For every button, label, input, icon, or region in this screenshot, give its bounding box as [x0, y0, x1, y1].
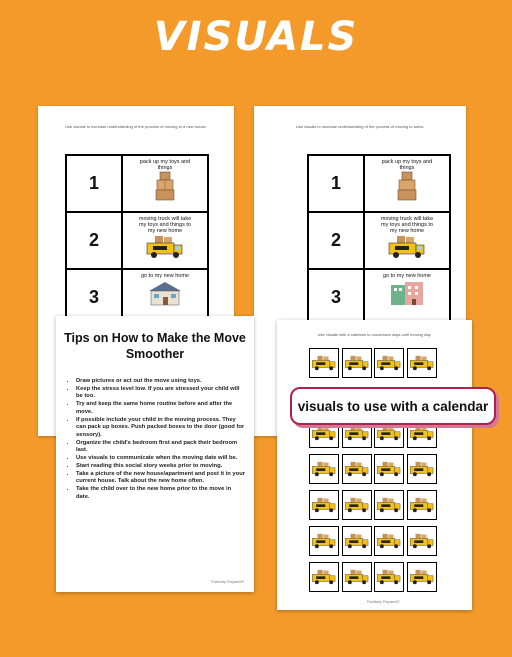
- moving-truck-icon: [342, 454, 372, 484]
- calendar-row: [309, 454, 437, 484]
- calendar-row: [309, 348, 437, 378]
- step-cell: [365, 270, 449, 325]
- tips-title: Tips on How to Make the Move Smoother: [64, 331, 246, 361]
- tips-page: [56, 316, 254, 592]
- step-number: 2: [67, 213, 123, 268]
- moving-truck-icon: [309, 490, 339, 520]
- step-text: moving truck will take my toys and things to my new home: [138, 216, 192, 234]
- moving-truck-icon: [374, 454, 404, 484]
- moving-truck-icon: [342, 526, 372, 556]
- moving-truck-icon: [374, 526, 404, 556]
- step-number: 3: [309, 270, 365, 325]
- step-text: pack up my toys and things: [381, 159, 433, 171]
- step-number: 1: [67, 156, 123, 211]
- calendar-row: [309, 490, 437, 520]
- moving-truck-icon: [374, 490, 404, 520]
- moving-truck-icon: [407, 454, 437, 484]
- moving-truck-icon: [309, 526, 339, 556]
- apartment-icon: [387, 279, 427, 307]
- step-number: 1: [309, 156, 365, 211]
- moving-truck-icon: [309, 562, 339, 592]
- moving-truck-icon: [309, 454, 339, 484]
- step-cell: [365, 213, 449, 268]
- tip-item: • If possible include your child in the moving process. They can pack up boxes. Push packed boxes to the door (good for sensory).: [76, 417, 246, 439]
- page-footer: Positively Prepared©: [211, 580, 244, 584]
- moving-truck-icon: [145, 234, 185, 260]
- moving-truck-icon: [407, 562, 437, 592]
- page-title: VISUALS: [153, 14, 359, 60]
- boxes-icon: [154, 171, 176, 201]
- schedule-row: [67, 213, 207, 270]
- step-text: pack up my toys and things: [139, 159, 191, 171]
- page-caption: Use visuals to increase understanding of the process of moving to anew.: [295, 124, 425, 129]
- tip-item: • Take a picture of the new house/apartment and post it in your current house. Talk about the new home often.: [76, 471, 246, 486]
- house-icon: [145, 279, 185, 307]
- boxes-icon: [396, 171, 418, 201]
- calendar-label: visuals to use with a calendar: [290, 387, 496, 425]
- moving-truck-icon: [407, 526, 437, 556]
- page-footer: Positively Prepared©: [367, 600, 400, 604]
- moving-truck-icon: [342, 348, 372, 378]
- tip-item: • Draw pictures or act out the move using toys.: [76, 378, 246, 385]
- moving-truck-icon: [374, 348, 404, 378]
- calendar-row: [309, 562, 437, 592]
- moving-truck-icon: [407, 348, 437, 378]
- moving-truck-icon: [342, 490, 372, 520]
- schedule-row: [309, 213, 449, 270]
- tip-item: • Use visuals to communicate when the moving date will be.: [76, 455, 246, 462]
- step-cell: [123, 213, 207, 268]
- schedule-row: [309, 270, 449, 325]
- step-number: 3: [67, 270, 123, 325]
- moving-truck-icon: [387, 234, 427, 260]
- moving-truck-icon: [309, 348, 339, 378]
- tips-list: [66, 378, 246, 502]
- page-caption: Use visuals with a calendar to countdown days until moving day.: [317, 332, 432, 337]
- step-text: go to my new home: [141, 273, 189, 279]
- step-cell: [123, 156, 207, 211]
- schedule-grid: [307, 154, 451, 327]
- tip-item: • Try and keep the same home routine before and after the move.: [76, 401, 246, 416]
- calendar-visuals-page: [277, 320, 472, 610]
- moving-truck-icon: [407, 490, 437, 520]
- moving-truck-icon: [342, 562, 372, 592]
- schedule-grid: [65, 154, 209, 327]
- schedule-row: [67, 156, 207, 213]
- page-caption: Use visuals to increase understanding of the process of moving to a new house.: [65, 124, 207, 129]
- calendar-truck-grid: [309, 348, 437, 598]
- tip-item: • Start reading this social story weeks prior to moving.: [76, 463, 246, 470]
- step-text: go to my new home: [383, 273, 431, 279]
- step-number: 2: [309, 213, 365, 268]
- schedule-row: [309, 156, 449, 213]
- step-text: moving truck will take my toys and things to my new home: [380, 216, 434, 234]
- moving-truck-icon: [374, 562, 404, 592]
- tip-item: • Keep the stress level low. If you are stressed your child will be too.: [76, 386, 246, 401]
- calendar-row: [309, 526, 437, 556]
- step-cell: [365, 156, 449, 211]
- tip-item: • Take the child over to the new home prior to the move in date.: [76, 486, 246, 501]
- tip-item: • Organize the child's bedroom first and pack their bedroom last.: [76, 440, 246, 455]
